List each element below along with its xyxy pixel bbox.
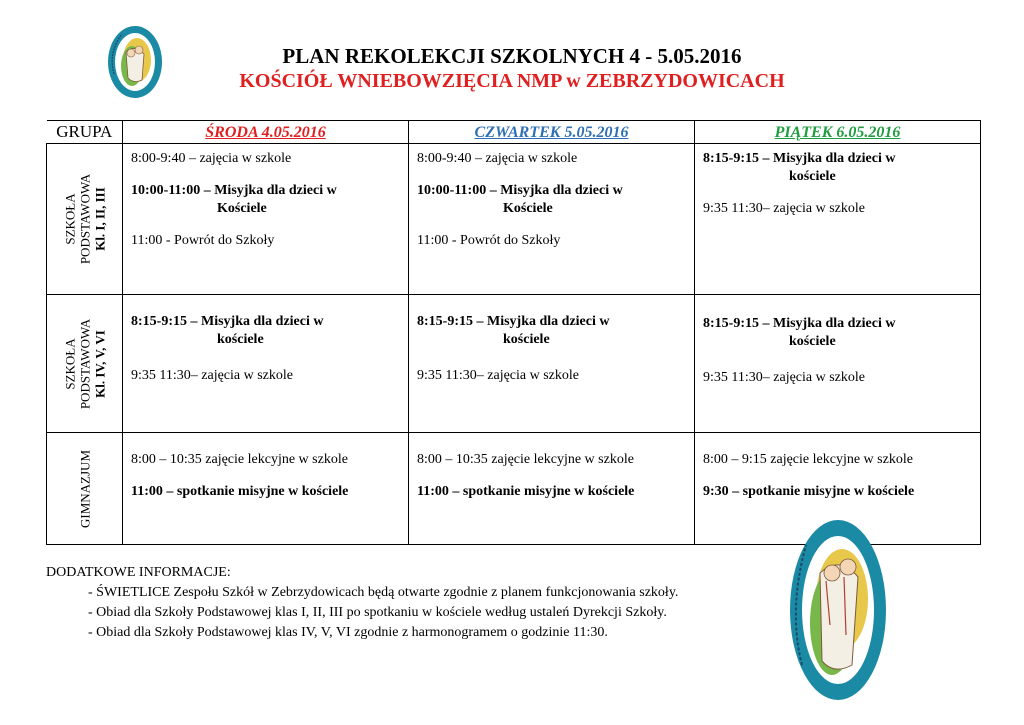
day-header-wednesday — [123, 121, 409, 144]
day-title: CZWARTEK 5.05.2016 — [474, 124, 629, 141]
page-subtitle: KOŚCIÓŁ WNIEBOWZIĘCIA NMP w ZEBRZYDOWICACH — [239, 70, 785, 92]
schedule-entry: 10:00-11:00 – Misyjka dla dzieci w — [131, 183, 337, 198]
schedule-entry: 8:00 – 10:35 zajęcie lekcyjne w szkole — [417, 452, 634, 467]
day-title: ŚRODA 4.05.2016 — [205, 124, 326, 141]
schedule-entry: 11:00 - Powrót do Szkoły — [417, 233, 561, 248]
group-column-header: GRUPA — [47, 121, 123, 144]
day-title: PIĄTEK 6.05.2016 — [774, 124, 901, 141]
day-header-thursday — [409, 121, 695, 144]
schedule-entry: kościele — [217, 332, 264, 347]
day-header-friday — [695, 121, 981, 144]
group-line: Kl. I, II, III — [92, 187, 107, 251]
schedule-cell — [695, 144, 981, 295]
info-item: - ŚWIETLICE Zespołu Szkół w Zebrzydowicach będą otwarte zgodnie z planem funkcjonowania szkoły. — [88, 583, 678, 603]
schedule-entry: 9:30 – spotkanie misyjne w kościele — [703, 484, 915, 499]
group-line: SZKOŁA — [62, 337, 77, 390]
info-list — [46, 583, 678, 643]
schedule-entry: 11:00 – spotkanie misyjne w kościele — [131, 484, 349, 499]
schedule-cell — [695, 295, 981, 433]
schedule-entry: kościele — [789, 334, 836, 349]
schedule-entry: 10:00-11:00 – Misyjka dla dzieci w — [417, 183, 623, 198]
group-line: SZKOŁA — [62, 193, 77, 245]
schedule-entry: 9:35 11:30– zajęcia w szkole — [131, 368, 293, 383]
group-label-sp-4-6 — [47, 295, 123, 433]
page-title: PLAN REKOLEKCJI SZKOLNYCH 4 - 5.05.2016 — [282, 44, 742, 68]
schedule-entry: 11:00 - Powrót do Szkoły — [131, 233, 275, 248]
table-row — [47, 295, 981, 433]
schedule-entry: kościele — [503, 332, 550, 347]
schedule-entry: 9:35 11:30– zajęcia w szkole — [703, 370, 865, 385]
group-label-gimnazjum — [47, 433, 123, 545]
schedule-entry: 8:00 – 9:15 zajęcie lekcyjne w szkole — [703, 452, 913, 467]
info-heading: DODATKOWE INFORMACJE: — [46, 565, 231, 580]
schedule-entry: 11:00 – spotkanie misyjne w kościele — [417, 484, 635, 499]
group-label-sp-1-3 — [47, 144, 123, 295]
schedule-cell — [409, 144, 695, 295]
schedule-entry: Kościele — [217, 201, 267, 216]
group-line: PODSTAWOWA — [77, 318, 92, 409]
schedule-entry: 8:15-9:15 – Misyjka dla dzieci w — [417, 314, 610, 329]
schedule-cell — [123, 295, 409, 433]
jubilee-logo-large — [786, 515, 890, 705]
schedule-entry: 8:00 – 10:35 zajęcie lekcyjne w szkole — [131, 452, 348, 467]
schedule-cell — [123, 433, 409, 545]
group-line: PODSTAWOWA — [77, 173, 92, 265]
group-line: GIMNAZJUM — [77, 449, 92, 528]
group-line: Kl. IV, V, VI — [92, 329, 107, 398]
additional-info — [46, 563, 678, 643]
schedule-entry: 9:35 11:30– zajęcia w szkole — [703, 201, 865, 216]
schedule-entry: 8:15-9:15 – Misyjka dla dzieci w — [703, 316, 896, 331]
schedule-cell — [409, 433, 695, 545]
table-header-row — [47, 121, 981, 144]
info-item: - Obiad dla Szkoły Podstawowej klas I, II, III po spotkaniu w kościele według ustaleń Dyrekcji Szkoły. — [88, 603, 678, 623]
info-item: - Obiad dla Szkoły Podstawowej klas IV, V, VI zgodnie z harmonogramem o godzinie 11:30. — [88, 623, 678, 643]
schedule-entry: 9:35 11:30– zajęcia w szkole — [417, 368, 579, 383]
table-row — [47, 144, 981, 295]
schedule-entry: Kościele — [503, 201, 553, 216]
schedule-entry: 8:15-9:15 – Misyjka dla dzieci w — [703, 151, 896, 166]
schedule-entry: kościele — [789, 169, 836, 184]
schedule-cell — [409, 295, 695, 433]
schedule-entry: 8:15-9:15 – Misyjka dla dzieci w — [131, 314, 324, 329]
schedule-entry: 8:00-9:40 – zajęcia w szkole — [131, 151, 292, 166]
schedule-cell — [123, 144, 409, 295]
schedule-table — [46, 120, 981, 545]
schedule-entry: 8:00-9:40 – zajęcia w szkole — [417, 151, 578, 166]
